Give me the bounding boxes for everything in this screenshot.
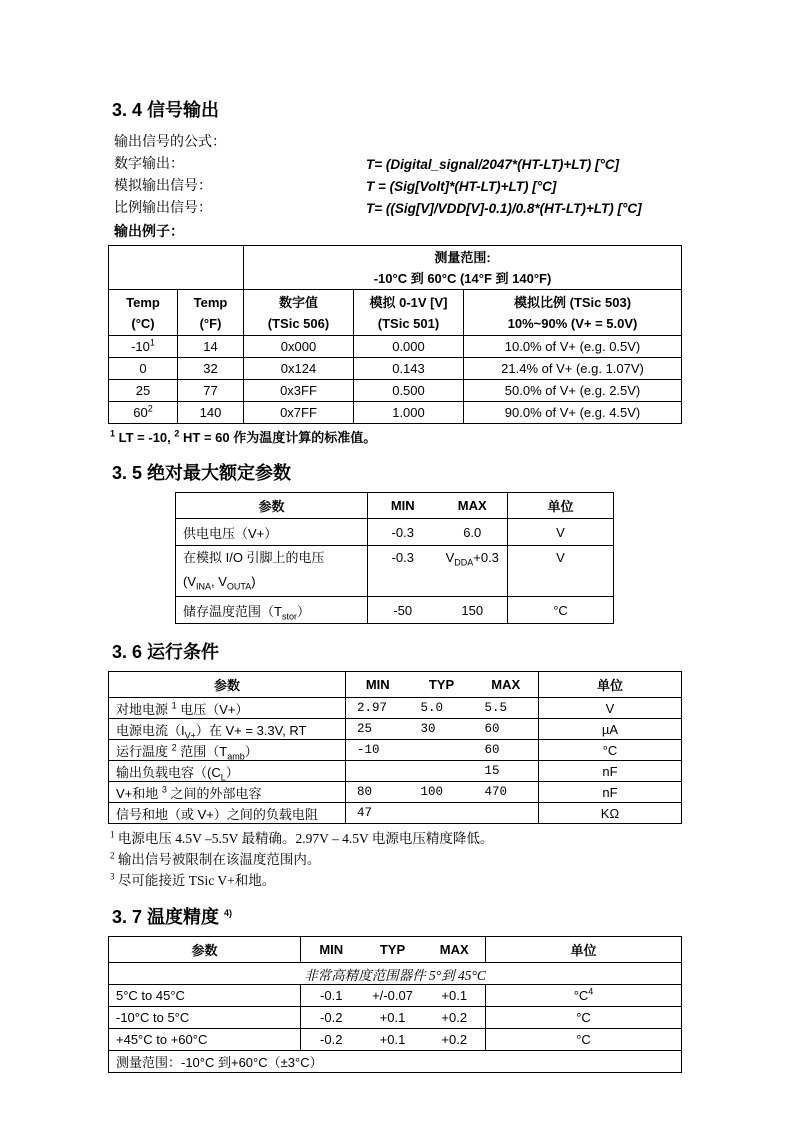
typ-cell: +0.1 [362,1029,424,1051]
max-header: MAX [474,672,539,698]
absolute-max-ratings-table [175,492,614,624]
param-header: 参数 [176,493,368,519]
operating-conditions-footnotes [108,828,686,891]
analog-output-row [108,176,686,198]
ratiometric-cell: 10.0% of V+ (e.g. 0.5V) [464,336,682,358]
table-row [176,546,614,597]
max-cell: 6.0 [438,519,508,546]
ratiometric-cell: 50.0% of V+ (e.g. 2.5V) [464,380,682,402]
param-cell: -10°C to 5°C [109,1007,301,1029]
header-row [176,493,614,519]
unit-header: 单位 [508,493,614,519]
header-row [109,937,682,963]
footnote-1: $^1$ 电源电压 4.5V –5.5V 最精确。2.97V – 4.5V 电源电压精度降低。 [110,829,494,846]
digital-output-formula: T= (Digital_signal/2047*(HT-LT)+LT) [°C] [366,157,620,172]
unit-cell: V [508,546,614,597]
param-cell: 供电电压（V+） [176,519,368,546]
max-cell: 60 [474,719,539,740]
min-cell [346,761,410,782]
temp-f-header: Temp (°F) [178,290,244,336]
max-header: MAX [438,493,508,519]
output-examples-table [108,245,682,424]
table-row [109,761,682,782]
param-cell: 电源电流$(I_{V+})$在 V+ = 3.3V, RT [109,719,346,740]
typ-header: TYP [362,937,424,963]
min-header: MIN [301,937,362,963]
digital-value-cell: 0x000 [244,336,354,358]
digital-value-cell: 0x124 [244,358,354,380]
typ-cell [410,761,474,782]
min-cell: -50 [368,597,438,624]
unit-cell: V [539,698,682,719]
table-row [176,597,614,624]
unit-cell: °C [486,1007,682,1029]
unit-cell: nF [539,761,682,782]
table-row [176,519,614,546]
page-content [108,98,686,1073]
measure-range-row [109,1051,682,1073]
unit-cell: °C [539,740,682,761]
table-row [109,358,682,380]
table-row [109,740,682,761]
unit-cell: V [508,519,614,546]
ratiometric-output-row [108,198,686,220]
analog-output-formula: T = (Sig[Volt]*(HT-LT)+LT) [°C] [366,179,557,194]
column-header-row [109,290,682,336]
empty-corner-cell [109,246,244,290]
max-cell: 470 [474,782,539,803]
section-3-6-title: 3. 6 运行条件 [112,642,220,662]
temp-f-cell: 32 [178,358,244,380]
temp-c-cell: 25 [109,380,178,402]
table-row [109,336,682,358]
unit-cell: µA [539,719,682,740]
min-cell: -0.3 [368,546,438,597]
temp-c-cell: 0 [109,358,178,380]
ratiometric-cell: 90.0% of V+ (e.g. 4.5V) [464,402,682,424]
min-cell: 80 [346,782,410,803]
unit-cell: KΩ [539,803,682,824]
digital-value-cell: 0x3FF [244,380,354,402]
max-cell: $V_{DDA}+0.3$ [438,546,508,597]
table-row [109,402,682,424]
min-cell: 2.97 [346,698,410,719]
typ-cell: 30 [410,719,474,740]
digital-output-row [108,154,686,176]
output-formula-intro: 输出信号的公式： [114,135,226,150]
table-row [109,782,682,803]
typ-cell: +/-0.07 [362,985,424,1007]
temp-f-cell: 140 [178,402,244,424]
temp-f-cell: 77 [178,380,244,402]
table-row [109,1029,682,1051]
min-header: MIN [368,493,438,519]
temp-f-cell: 14 [178,336,244,358]
temp-c-cell: $-10^1$ [109,336,178,358]
max-cell: +0.1 [424,985,486,1007]
min-cell: -0.1 [301,985,362,1007]
temp-c-cell: $60^2$ [109,402,178,424]
min-cell: -0.2 [301,1007,362,1029]
table-row [109,698,682,719]
param-line1: 在模拟 I/O 引脚上的电压 [183,550,325,565]
measure-range-bottom-cell: 测量范围：-10°C 到+60°C（±3°C） [109,1051,682,1073]
digital-output-label: 数字输出： [114,157,184,172]
unit-cell: $^\circ C^4$ [486,985,682,1007]
max-cell: 60 [474,740,539,761]
unit-header: 单位 [486,937,682,963]
measure-range-header-row [109,246,682,290]
param-cell: 5°C to 45°C [109,985,301,1007]
unit-cell: °C [486,1029,682,1051]
max-cell: 5.5 [474,698,539,719]
unit-cell: °C [508,597,614,624]
param-cell: 储存温度范围$(T_{stor})$ [176,597,368,624]
measure-range-cell [244,246,682,290]
typ-cell: 5.0 [410,698,474,719]
max-cell: +0.2 [424,1029,486,1051]
min-cell: -0.3 [368,519,438,546]
analog-value-cell: 1.000 [354,402,464,424]
typ-cell [410,803,474,824]
max-cell: +0.2 [424,1007,486,1029]
param-cell: 信号和地（或 V+）之间的负载电阻 [109,803,346,824]
analog-value-cell: 0.000 [354,336,464,358]
section-3-5-title: 3. 5 绝对最大额定参数 [112,463,292,483]
output-examples-label: 输出例子： [114,223,184,239]
typ-header: TYP [410,672,474,698]
high-accuracy-range-row [109,963,682,985]
analog-value-header: 模拟 0-1V [V] (TSic 501) [354,290,464,336]
param-cell: V+和地 $^3$ 之间的外部电容 [109,782,346,803]
min-cell: -10 [346,740,410,761]
min-cell: -0.2 [301,1029,362,1051]
analog-value-cell: 0.143 [354,358,464,380]
max-cell [474,803,539,824]
table-row [109,380,682,402]
max-cell: 15 [474,761,539,782]
param-header: 参数 [109,672,346,698]
temperature-accuracy-table [108,936,682,1073]
operating-conditions-table [108,671,682,824]
param-cell: +45°C to +60°C [109,1029,301,1051]
section-3-4-title: 3. 4 信号输出 [112,100,220,120]
typ-cell: +0.1 [362,1007,424,1029]
ratiometric-cell: 21.4% of V+ (e.g. 1.07V) [464,358,682,380]
measure-range-line1: 测量范围: [434,249,491,265]
min-cell: 25 [346,719,410,740]
param-cell: 输出负载电容（$(C_L)$ [109,761,346,782]
min-header: MIN [346,672,410,698]
output-table-footnote: $^1$ LT = -10, $^2$ HT = 60 作为温度计算的标准值。 [110,428,377,445]
typ-cell [410,740,474,761]
table-row [109,803,682,824]
ratiometric-header: 模拟比例 (TSic 503) 10%~90% (V+ = 5.0V) [464,290,682,336]
analog-output-label: 模拟输出信号： [114,179,212,194]
param-cell: 对地电源 $^1$ 电压（V+） [109,698,346,719]
unit-cell: nF [539,782,682,803]
digital-value-cell: 0x7FF [244,402,354,424]
temp-c-header: Temp (°C) [109,290,178,336]
param-cell [176,546,368,597]
ratiometric-output-formula: T= ((Sig[V]/VDD[V]-0.1)/0.8*(HT-LT)+LT) [°C] [366,201,642,216]
table-row [109,985,682,1007]
footnote-3: $^3$ 尽可能接近 TSic V+和地。 [110,871,276,888]
param-line2: ($V_{INA}$, $V_{OUTA}$) [183,574,256,592]
param-cell: 运行温度 $^2$ 范围$(T_{amb})$ [109,740,346,761]
header-row [109,672,682,698]
high-accuracy-range-cell: 非常高精度范围器件 5°到 45°C [109,963,682,985]
measure-range-line2: -10°C 到 60°C (14°F 到 140°F) [373,270,552,286]
max-cell: 150 [438,597,508,624]
analog-value-cell: 0.500 [354,380,464,402]
unit-header: 单位 [539,672,682,698]
typ-cell: 100 [410,782,474,803]
table-row [109,1007,682,1029]
footnote-2: $^2$ 输出信号被限制在该温度范围内。 [110,850,321,867]
table-row [109,719,682,740]
digital-value-header: 数字值 (TSic 506) [244,290,354,336]
param-header: 参数 [109,937,301,963]
section-3-7-title: 3. 7 温度精度 $^{4)}$ [112,907,233,927]
min-cell: 47 [346,803,410,824]
max-header: MAX [424,937,486,963]
ratiometric-output-label: 比例输出信号： [114,201,212,216]
